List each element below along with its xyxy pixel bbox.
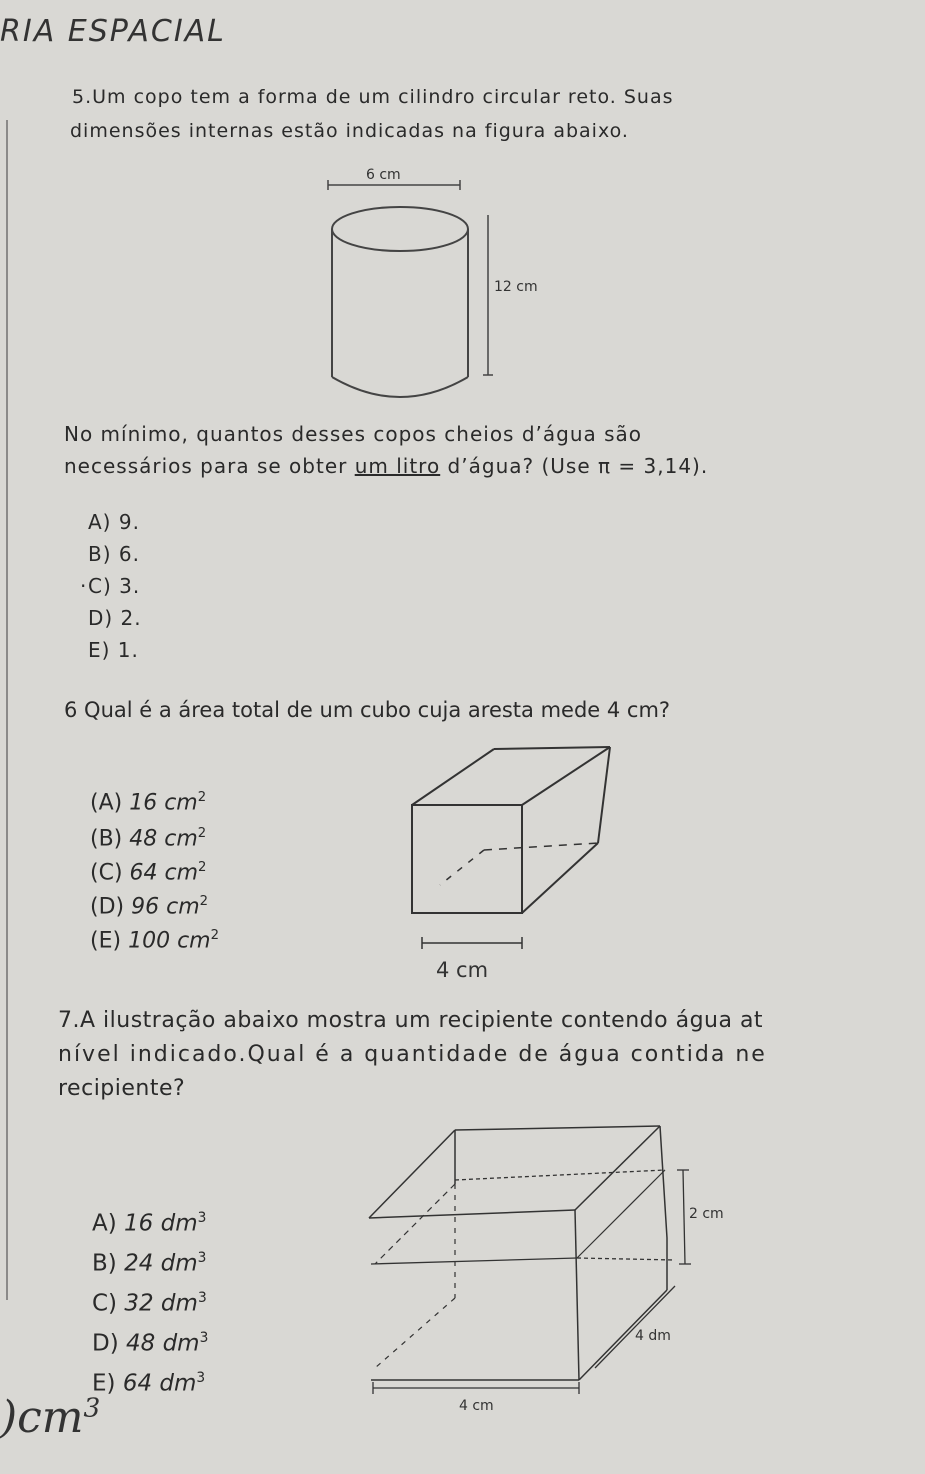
container-width-label: 4 cm <box>459 1398 494 1414</box>
q5-text-line2: dimensões internas estão indicadas na figura abaixo. <box>70 120 629 142</box>
q7-option-d: D) 48 $dm^3$ <box>92 1330 209 1357</box>
q5-option-e: E) 1. <box>88 638 139 662</box>
q6-option-b: (B) 48 $cm^2$ <box>90 826 207 852</box>
q5-option-c: C) 3. <box>88 574 141 598</box>
cube-figure <box>400 735 630 985</box>
cylinder-figure <box>320 165 560 415</box>
q5-option-d: D) 2. <box>88 606 142 630</box>
cube-edge-label: 4 cm <box>436 958 489 982</box>
q5-text-line1: 5.Um copo tem a forma de um cilindro circular reto. Suas <box>72 86 674 108</box>
q6-option-e: (E) 100 $cm^2$ <box>90 928 219 954</box>
underline-um-litro: um litro <box>354 454 441 478</box>
q5-ask-line1: No mínimo, quantos desses copos cheios d’água são <box>64 422 643 446</box>
q7-option-b: B) 24 $dm^3$ <box>92 1250 207 1277</box>
page-header: RIA ESPACIAL <box>0 14 226 49</box>
q6-option-d: (D) 96 $cm^2$ <box>90 894 209 920</box>
cylinder-diameter-label: 6 cm <box>366 167 401 183</box>
q5-option-c-mark: · <box>80 574 88 598</box>
q5-ask-line2: necessários para se obter um litro d’água? (Use π = 3,14). <box>64 454 709 478</box>
container-height-label: 2 cm <box>689 1206 724 1222</box>
q7-option-c: C) 32 $dm^3$ <box>92 1290 207 1317</box>
q7-option-a: A) 16 $dm^3$ <box>92 1210 207 1237</box>
q5-option-b: B) 6. <box>88 542 140 566</box>
q5-option-a: A) 9. <box>88 510 140 534</box>
q6-option-c: (C) 64 $cm^2$ <box>90 860 207 886</box>
q6-option-a: (A) 16 $cm^2$ <box>90 790 207 816</box>
q7-text-line2: nível indicado.Qual é a quantidade de água contida ne <box>58 1042 767 1067</box>
q6-question: 6 Qual é a área total de um cubo cuja aresta mede 4 cm? <box>64 698 671 722</box>
container-figure <box>355 1118 755 1418</box>
margin-rule <box>6 120 8 1300</box>
q7-text-line1: 7.A ilustração abaixo mostra um recipiente contendo água at <box>58 1008 764 1033</box>
q7-option-e: E) 64 $dm^3$ <box>92 1370 206 1397</box>
handwritten-note: )$cm^3$ <box>0 1392 101 1443</box>
container-depth-label: 4 dm <box>635 1328 671 1344</box>
q7-text-line3: recipiente? <box>58 1076 186 1101</box>
cylinder-height-label: 12 cm <box>494 279 538 295</box>
